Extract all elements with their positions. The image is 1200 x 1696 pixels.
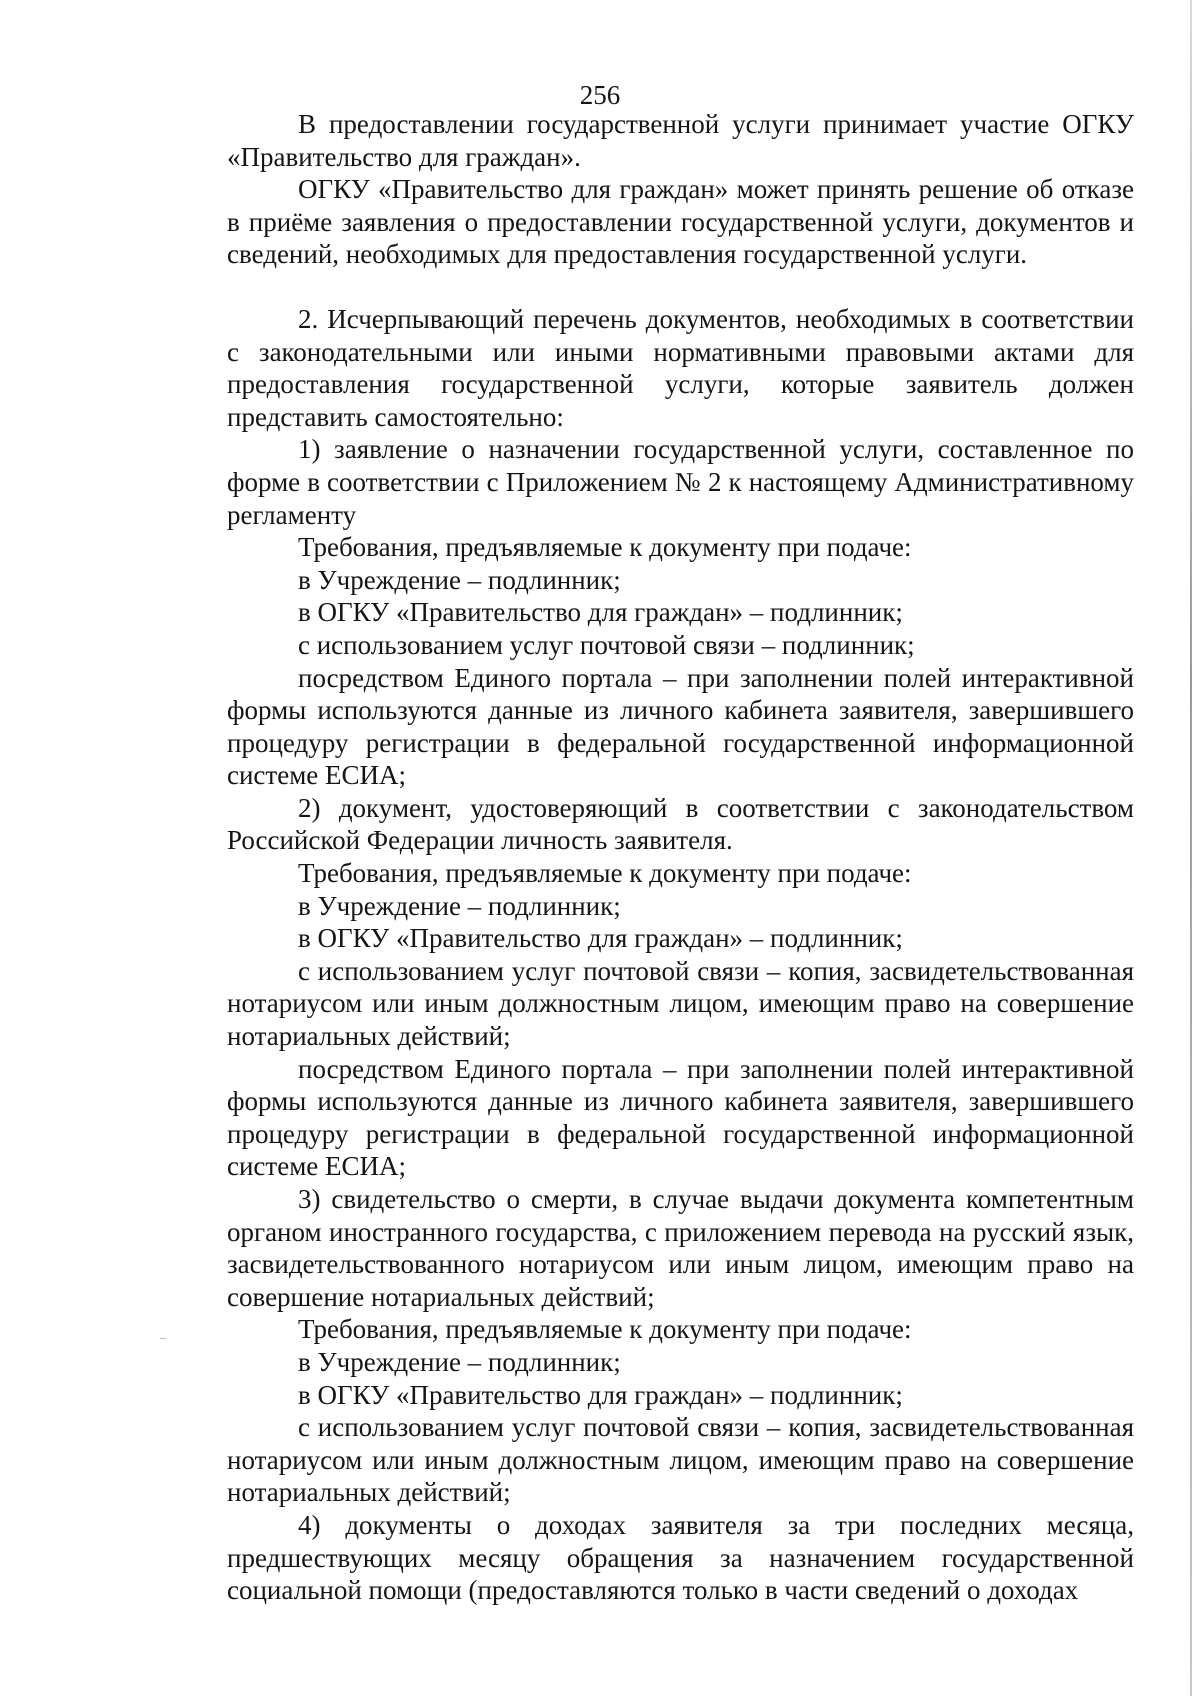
requirement-portal: посредством Единого портала – при заполнении полей интерактивной формы используются данные из личного кабинета заявителя, завершившего процедуру регистрации в федеральной государственной информационной системе ЕСИА; <box>227 1053 1134 1182</box>
requirement-institution: в Учреждение – подлинник; <box>298 1346 621 1377</box>
page-number: 256 <box>579 80 621 110</box>
requirement-ogku: в ОГКУ «Правительство для граждан» – подлинник; <box>298 1379 903 1410</box>
item-3-death-certificate: 3) свидетельство о смерти, в случае выдачи документа компетентным органом иностранного государства, с приложением перевода на русский язык, засвидетельствованного нотариусом или иным лицом, имеющим право на совершение нотариальных действий; <box>227 1184 1134 1312</box>
paragraph-participation: В предоставлении государственной услуги принимает участие ОГКУ «Правительство для граждан». <box>227 109 1134 172</box>
requirement-postal: с использованием услуг почтовой связи – подлинник; <box>298 629 915 660</box>
requirement-institution: в Учреждение – подлинник; <box>298 564 621 595</box>
requirement-ogku: в ОГКУ «Правительство для граждан» – подлинник; <box>298 923 903 954</box>
requirement-postal: с использованием услуг почтовой связи – копия, засвидетельствованная нотариусом или иным должностным лицом, имеющим право на совершение нотариальных действий; <box>227 1412 1134 1508</box>
requirement-portal: посредством Единого портала – при заполнении полей интерактивной формы используются данные из личного кабинета заявителя, завершившего процедуру регистрации в федеральной государственной информационной системе ЕСИА; <box>227 662 1134 791</box>
page-edge-shadow <box>1190 0 1192 1696</box>
requirement-institution: в Учреждение – подлинник; <box>298 890 621 921</box>
requirement-ogku: в ОГКУ «Правительство для граждан» – подлинник; <box>298 597 903 628</box>
requirements-heading: Требования, предъявляемые к документу при подаче: <box>298 1314 912 1345</box>
requirements-heading: Требования, предъявляемые к документу при подаче: <box>298 858 912 889</box>
paragraph-section-2: 2. Исчерпывающий перечень документов, необходимых в соответствии с законодательными или иными нормативными правовыми актами для предоставления государственной услуги, которые заявитель должен представить самостоятельно: <box>227 303 1134 432</box>
paragraph-refusal: ОГКУ «Правительство для граждан» может принять решение об отказе в приёме заявления о предоставлении государственной услуги, документов и сведений, необходимых для предоставления государственной услуги. <box>227 174 1134 270</box>
requirements-heading: Требования, предъявляемые к документу при подаче: <box>298 532 912 563</box>
item-2-identity-document: 2) документ, удостоверяющий в соответствии с законодательством Российской Федерации личность заявителя. <box>227 792 1134 856</box>
margin-mark <box>160 1338 166 1339</box>
requirement-postal: с использованием услуг почтовой связи – копия, засвидетельствованная нотариусом или иным должностным лицом, имеющим право на совершение нотариальных действий; <box>227 955 1134 1052</box>
item-4-income-documents: 4) документы о доходах заявителя за три последних месяца, предшествующих месяцу обращения за назначением государственной социальной помощи (предоставляются только в части сведений о доходах <box>227 1509 1134 1606</box>
document-body <box>227 108 1134 1607</box>
item-1-application: 1) заявление о назначении государственной услуги, составленное по форме в соответствии с Приложением № 2 к настоящему Административному регламенту <box>227 434 1134 530</box>
